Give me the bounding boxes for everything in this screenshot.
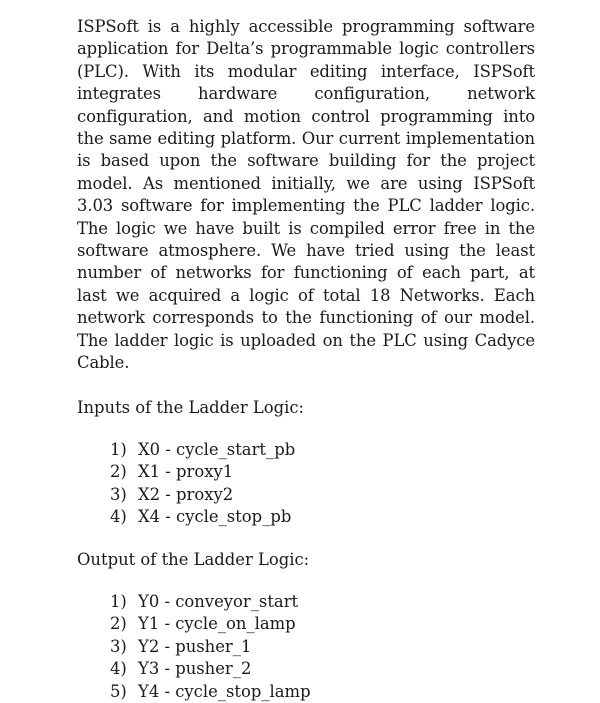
body-paragraph: ISPSoft is a highly accessible programming software application for Delta’s programmable logic controllers (PLC). With its modular editing interface, ISPSoft integrates hardware configuration, network configuration, and motion control programming into the same editing platform. Our current implementation is based upon the software building for the project model. As mentioned initially, we are using ISPSoft 3.03 software for implementing the PLC ladder logic. The logic we have built is compiled error free in the software atmosphere. We have tried using the least number of networks for functioning of each part, at last we acquired a logic of total 18 Networks. Each network corresponds to the functioning of our model. The ladder logic is uploaded on the PLC using Cadyce Cable. [77, 17, 535, 373]
list-item-text: X1 - proxy1 [138, 462, 234, 482]
list-item-number: 1) [110, 439, 127, 459]
list-item-text: Y3 - pusher_2 [138, 659, 252, 679]
inputs-list [77, 439, 535, 529]
list-item-text: Y1 - cycle_on_lamp [138, 614, 296, 634]
list-item [110, 613, 535, 635]
list-item-text: X0 - cycle_start_pb [138, 439, 296, 459]
document-page [77, 16, 535, 703]
list-item-text: Y2 - pusher_1 [138, 636, 252, 656]
list-item-number: 2) [110, 614, 127, 634]
list-item [110, 439, 535, 461]
list-item-text: X2 - proxy2 [138, 484, 234, 504]
outputs-heading: Output of the Ladder Logic: [77, 549, 310, 569]
list-item-text: Y0 - conveyor_start [138, 591, 299, 611]
list-item [110, 658, 535, 680]
list-item-number: 5) [110, 681, 127, 701]
list-item [110, 461, 535, 483]
list-item-text: X4 - cycle_stop_pb [138, 507, 292, 527]
list-item [110, 484, 535, 506]
inputs-heading: Inputs of the Ladder Logic: [77, 397, 305, 417]
list-item-text: Y4 - cycle_stop_lamp [138, 681, 311, 701]
list-item [110, 506, 535, 528]
list-item-number: 4) [110, 659, 127, 679]
list-item-number: 4) [110, 507, 127, 527]
list-item-number: 3) [110, 484, 127, 504]
list-item-number: 2) [110, 462, 127, 482]
list-item [110, 591, 535, 613]
outputs-list [77, 591, 535, 703]
list-item-number: 3) [110, 636, 127, 656]
list-item [110, 636, 535, 658]
list-item-number: 1) [110, 591, 127, 611]
